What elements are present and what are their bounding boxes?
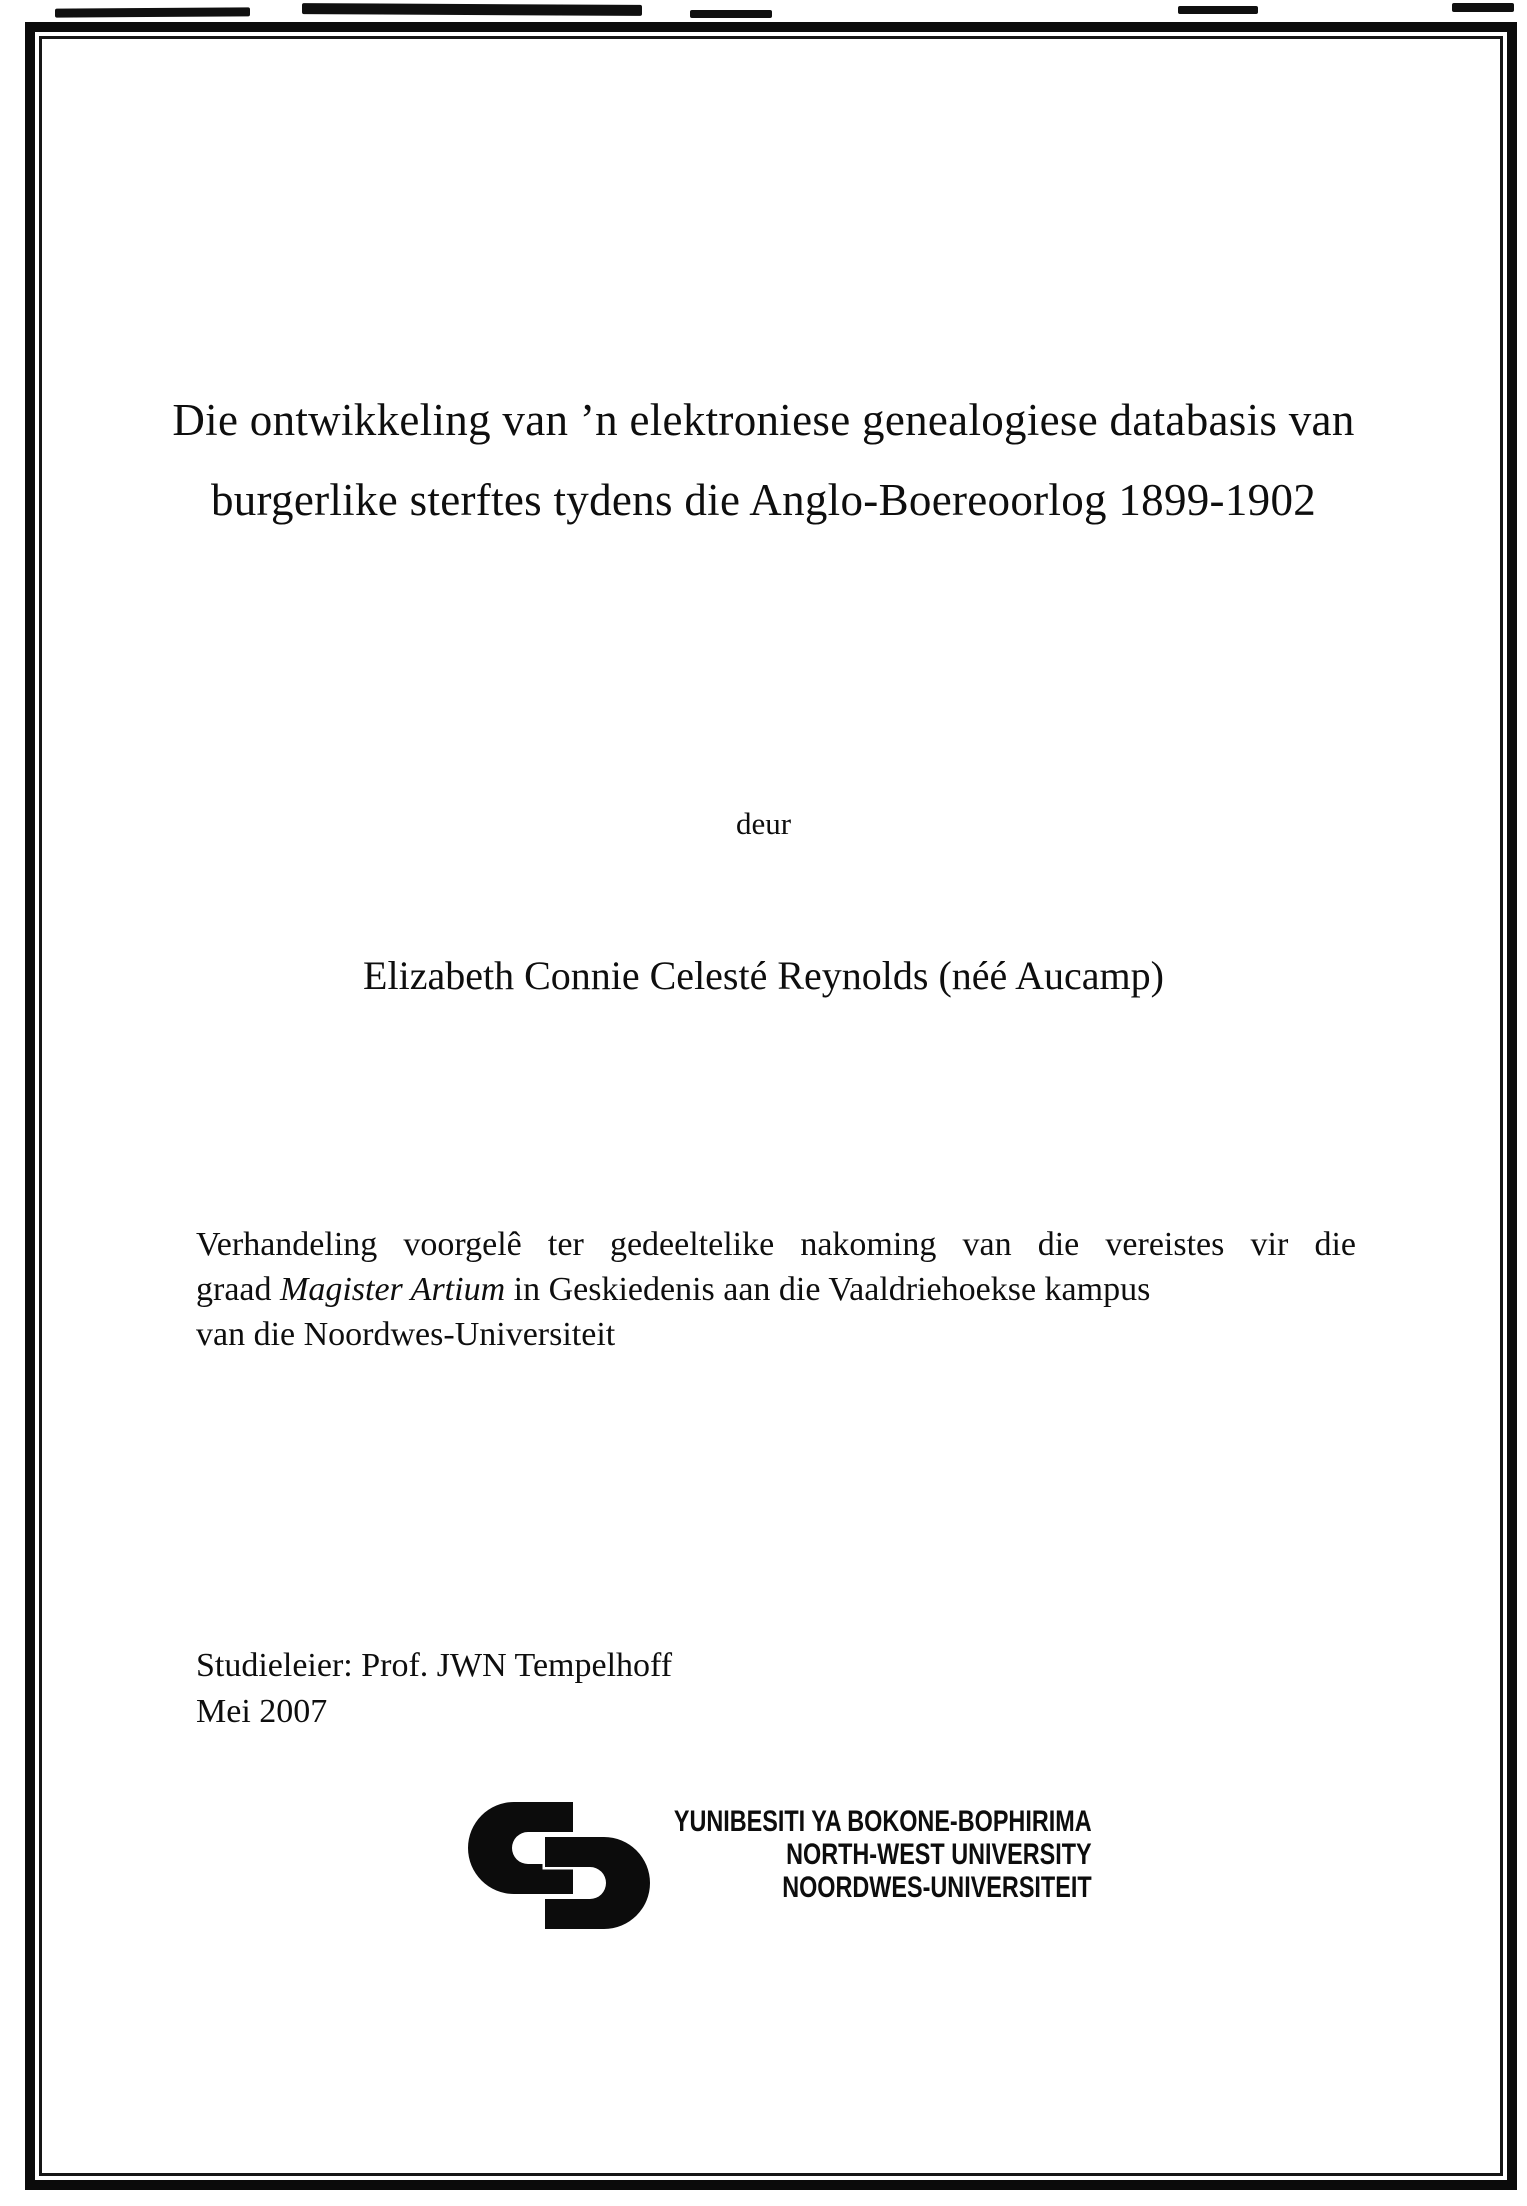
university-logo: [458, 1798, 1092, 1938]
thesis-title: [90, 380, 1437, 540]
thesis-title-line2: burgerlike sterftes tydens die Anglo-Boereoorlog 1899-1902: [210, 475, 1317, 525]
declaration-line2: [196, 1267, 1356, 1312]
degree-declaration: [196, 1222, 1356, 1357]
logo-text-setswana: YUNIBESITI YA BOKONE-BOPHIRIMA: [674, 1805, 1092, 1838]
scan-artifact: [1178, 6, 1258, 14]
declaration-line1: Verhandeling voorgelê ter gedeeltelike nakoming van die vereistes vir die: [196, 1226, 1356, 1263]
scan-artifact: [302, 3, 642, 16]
thesis-title-line1: Die ontwikkeling van ’n elektroniese genealogiese databasis van: [172, 395, 1355, 445]
supervisor-line: Studieleier: Prof. JWN Tempelhoff: [196, 1647, 673, 1684]
declaration-line2-prefix: graad: [196, 1271, 281, 1308]
scan-artifact: [55, 7, 250, 17]
scan-artifact: [690, 10, 772, 18]
university-logo-text: [556, 1805, 1092, 1904]
logo-text-afrikaans: NOORDWES-UNIVERSITEIT: [782, 1871, 1092, 1904]
degree-name-italic: Magister Artium: [280, 1271, 506, 1308]
scan-artifact: [1452, 3, 1514, 12]
date-line: Mei 2007: [196, 1693, 328, 1730]
author-name: Elizabeth Connie Celesté Reynolds (néé Aucamp): [363, 953, 1164, 998]
byline: deur: [735, 806, 792, 841]
declaration-line3: van die Noordwes-Universiteit: [196, 1316, 616, 1353]
declaration-line2-suffix: in Geskiedenis aan die Vaaldriehoekse kampus: [505, 1271, 1151, 1308]
logo-text-english: NORTH-WEST UNIVERSITY: [786, 1838, 1092, 1871]
supervisor-date-block: [196, 1643, 672, 1735]
